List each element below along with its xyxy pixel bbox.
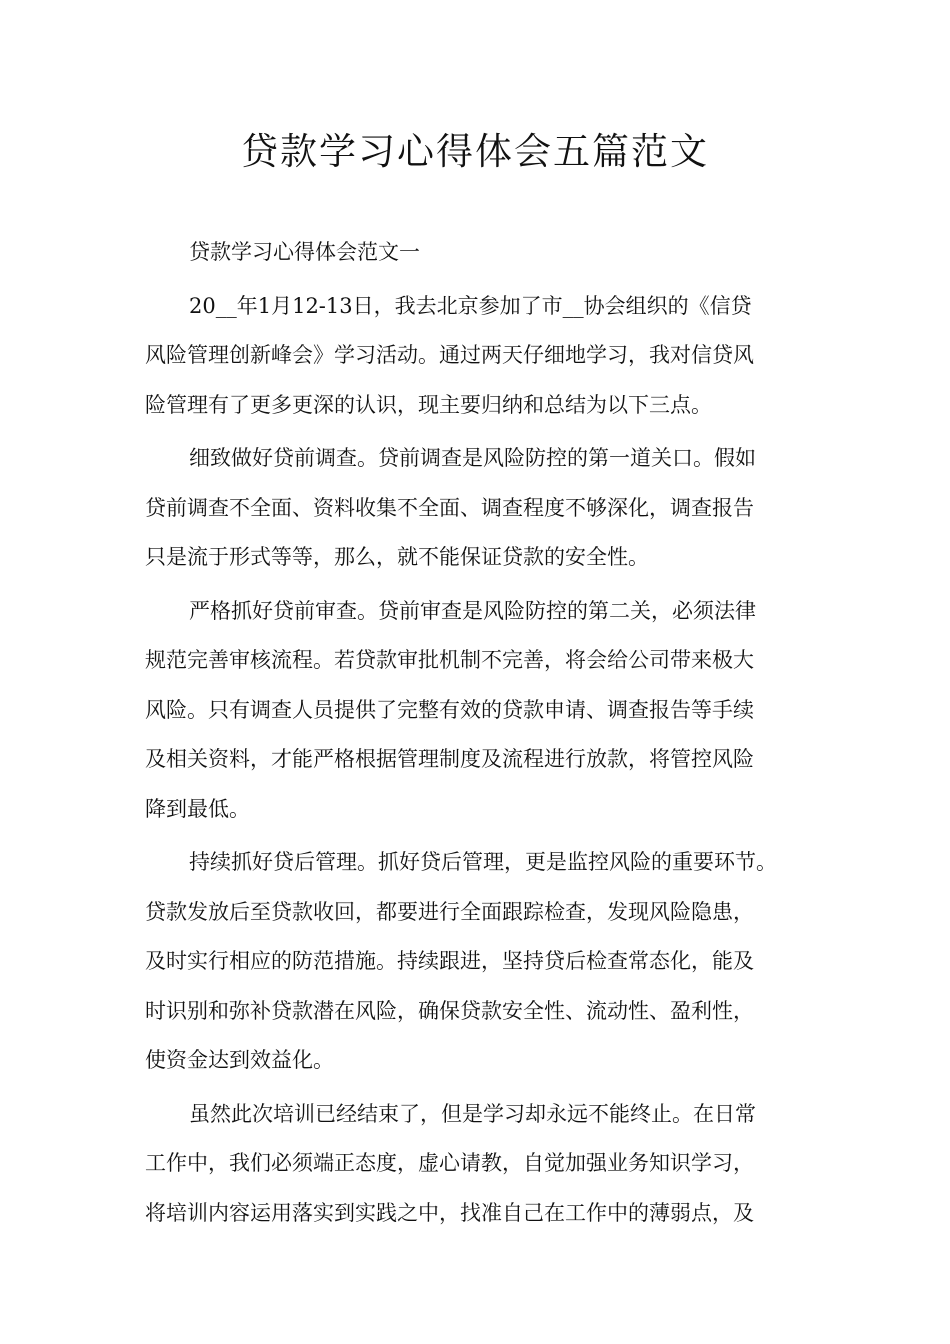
text-line: 将培训内容运用落实到实践之中，找准自己在工作中的薄弱点，及 [145,1200,754,1225]
document-body [145,228,810,1242]
text-line: 严格抓好贷前审查。贷前审查是风险防控的第二关，必须法律 [189,598,756,623]
text-line: 持续抓好贷后管理。抓好贷后管理，更是监控风险的重要环节。 [189,850,777,874]
text-line: 细致做好贷前调查。贷前调查是风险防控的第一道关口。假如 [189,446,756,470]
paragraph [145,434,810,583]
text-line: 降到最低。 [145,796,250,821]
text-line: 虽然此次培训已经结束了，但是学习却永远不能终止。在日常 [189,1101,756,1126]
text-line: 只是流于形式等等，那么，就不能保证贷款的安全性。 [145,545,649,569]
text-line: 贷款学习心得体会范文一 [189,240,420,264]
text-line: 险管理有了更多更深的认识，现主要归纳和总结为以下三点。 [145,392,712,417]
section-heading [145,228,810,278]
text-line: 规范完善审核流程。若贷款审批机制不完善，将会给公司带来极大 [145,648,754,672]
text-line: 贷款发放后至贷款收回，都要进行全面跟踪检查，发现风险隐患， [145,899,754,924]
text-line: 使资金达到效益化。 [145,1048,334,1072]
text-line: 及相关资料，才能严格根据管理制度及流程进行放款，将管控风险 [145,747,754,771]
text-line: 风险管理创新峰会》学习活动。通过两天仔细地学习，我对信贷风 [145,343,754,367]
text-line: 及时实行相应的防范措施。持续跟进，坚持贷后检查常态化，能及 [145,949,754,973]
paragraph [145,587,810,835]
text-line: 风险。只有调查人员提供了完整有效的贷款申请、调查报告等手续 [145,697,754,722]
paragraph [145,838,810,1086]
text-line: 工作中，我们必须端正态度，虚心请教，自觉加强业务知识学习， [145,1151,754,1175]
text-line: 贷前调查不全面、资料收集不全面、调查程度不够深化，调查报告 [145,495,754,520]
paragraph [145,282,810,431]
text-line: 时识别和弥补贷款潜在风险，确保贷款安全性、流动性、盈利性， [145,998,754,1023]
document-title: 贷款学习心得体会五篇范文 [241,130,709,173]
text-line: 20__年1月12-13日，我去北京参加了市__协会组织的《信贷 [189,293,752,318]
paragraph [145,1090,810,1239]
